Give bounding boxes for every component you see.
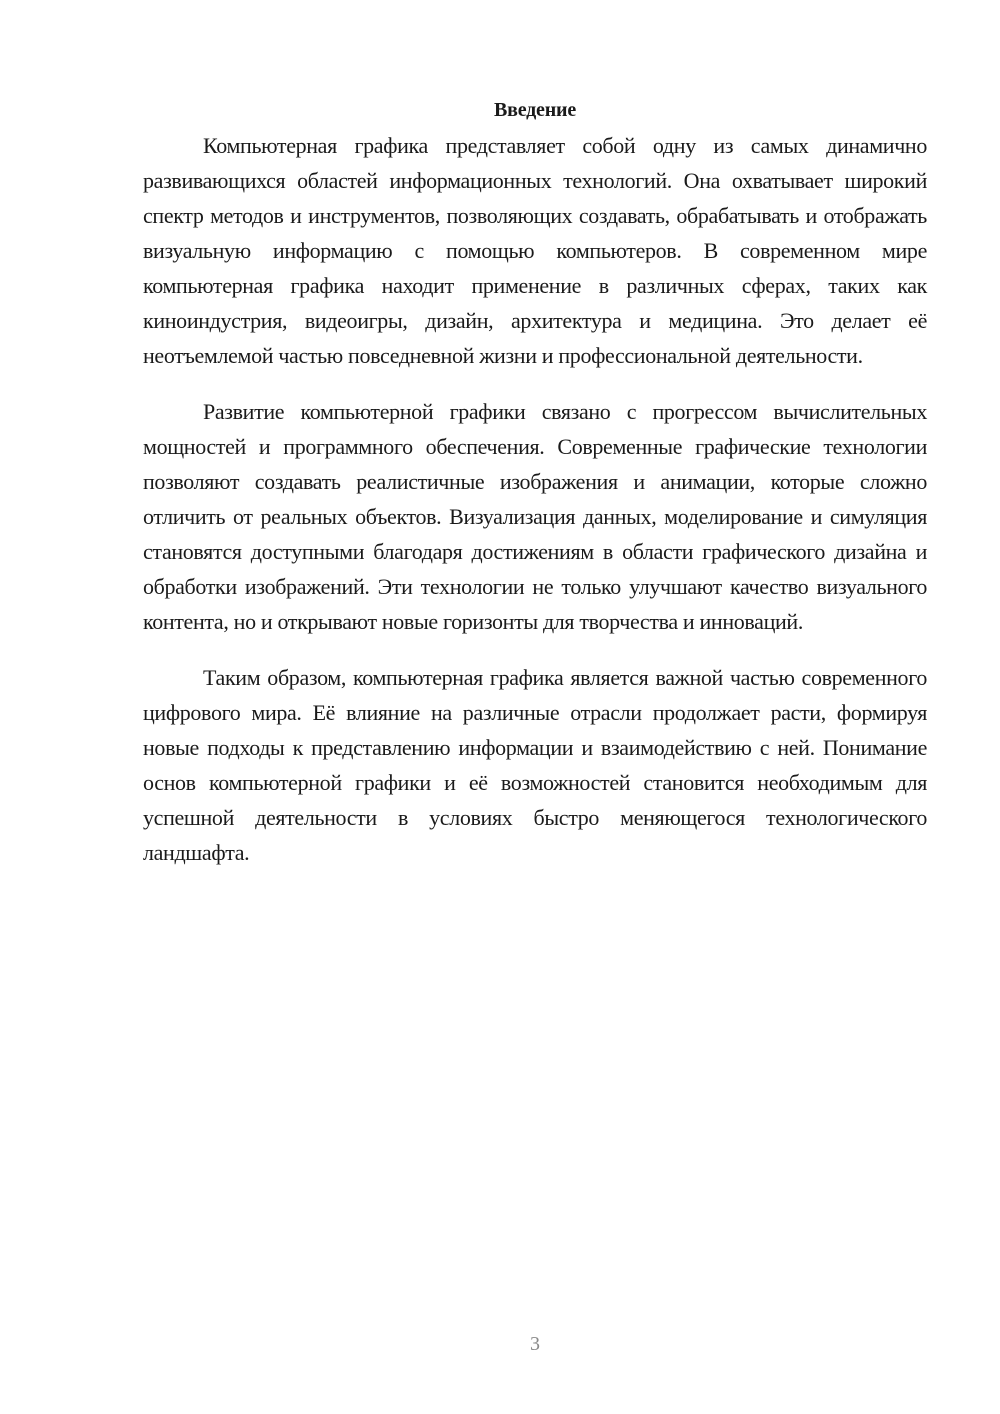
paragraph-2: Развитие компьютерной графики связано с прогрессом вычислительных мощностей и программного обеспечения. Современные графические технологии позволяют создавать реалистичные изображения и анимации, которые сложно отличить от реальных объектов. Визуализация данных, моделирование и симуляция становятся доступными благодаря достижениям в области графического дизайна и обработки изображений. Эти технологии не только улучшают качество визуального контента, но и открывают новые горизонты для творчества и инноваций. [143,399,927,634]
page-content [143,93,927,891]
section-title: Введение [493,99,577,121]
paragraph-3: Таким образом, компьютерная графика является важной частью современного цифрового мира. Её влияние на различные отрасли продолжает расти, формируя новые подходы к представлению информации и взаимодействию с ней. Понимание основ компьютерной графики и её возможностей становится необходимым для успешной деятельности в условиях быстро меняющегося технологического ландшафта. [143,665,927,865]
page-number: 3 [530,1333,540,1355]
paragraph-1: Компьютерная графика представляет собой одну из самых динамично развивающихся областей информационных технологий. Она охватывает широкий спектр методов и инструментов, позволяющих создавать, обрабатывать и отображать визуальную информацию с помощью компьютеров. В современном мире компьютерная графика находит применение в различных сферах, таких как киноиндустрия, видеоигры, дизайн, архитектура и медицина. Это делает её неотъемлемой частью повседневной жизни и профессиональной деятельности. [143,133,927,368]
